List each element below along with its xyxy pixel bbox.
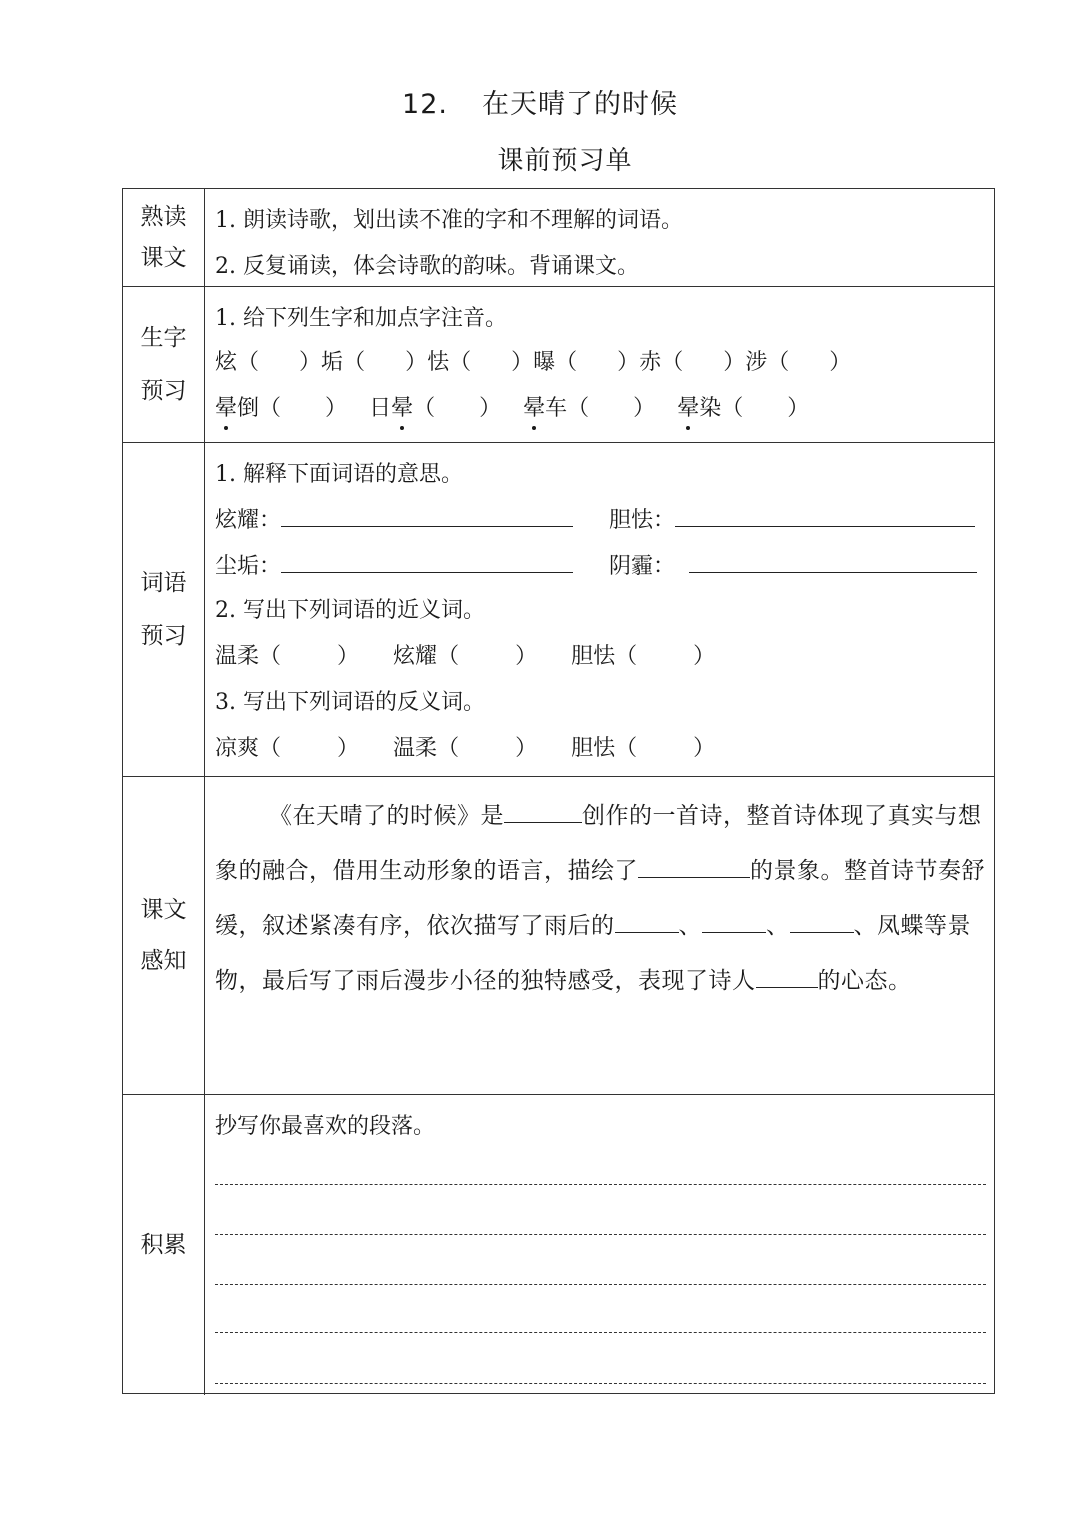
vocab-word: 温柔 bbox=[215, 644, 260, 669]
perception-paragraph bbox=[215, 789, 986, 1009]
characters-instruction: 1. 给下列生字和加点字注音。 bbox=[215, 306, 507, 331]
dotted-word-item: 晕倒（ ） bbox=[215, 396, 347, 421]
char: 涉 bbox=[745, 350, 768, 375]
text-segment: 创作的一首诗，整首诗体现了真实与想象的融合，借用生动形象的语言，描绘了 bbox=[215, 803, 982, 884]
char-item: 赤（ ） bbox=[639, 350, 746, 375]
vocab-question-3: 3. 写出下列词语的反义词。 bbox=[215, 690, 485, 715]
copy-line[interactable] bbox=[215, 1383, 986, 1384]
copy-line[interactable] bbox=[215, 1284, 986, 1285]
row-accumulate bbox=[123, 1095, 994, 1395]
char: 垢 bbox=[321, 350, 344, 375]
copy-line[interactable] bbox=[215, 1332, 986, 1333]
reading-item-1: 1. 朗读诗歌，划出读不准的字和不理解的词语。 bbox=[215, 208, 683, 233]
fill-blank-scenery-1[interactable] bbox=[615, 912, 679, 933]
vocab-question-2: 2. 写出下列词语的近义词。 bbox=[215, 598, 485, 623]
label-line: 词语 bbox=[140, 569, 187, 596]
text-segment: 的景象。整首诗节奏舒缓，叙述紧凑有序，依次描写了雨后的 bbox=[215, 858, 985, 939]
answer-line[interactable] bbox=[281, 552, 573, 573]
dotted-word-item: 晕车（ ） bbox=[523, 396, 655, 421]
antonym-row bbox=[215, 731, 715, 762]
define-word: 胆怯： bbox=[609, 508, 676, 533]
accumulate-instruction: 抄写你最喜欢的段落。 bbox=[215, 1114, 436, 1139]
row-vocab bbox=[123, 443, 994, 777]
char: 炫 bbox=[215, 350, 238, 375]
word-part: 倒 bbox=[237, 396, 260, 421]
answer-line[interactable] bbox=[281, 506, 573, 527]
dotted-char: 晕 bbox=[391, 391, 413, 422]
synonym-row bbox=[215, 639, 715, 670]
character-row-1 bbox=[215, 345, 851, 376]
fill-blank-scene[interactable] bbox=[638, 857, 750, 878]
text-segment: 《在天晴了的时候》是 bbox=[269, 803, 504, 829]
dotted-word-item: 晕染（ ） bbox=[677, 396, 809, 421]
char-item: 垢（ ） bbox=[321, 350, 428, 375]
vocab-word: 炫耀 bbox=[393, 644, 438, 669]
label-line: 课文 bbox=[140, 896, 187, 923]
antonym-item: 温柔（ ） bbox=[393, 736, 538, 761]
synonym-item: 温柔（ ） bbox=[215, 644, 360, 669]
dotted-char: 晕 bbox=[215, 391, 237, 422]
row-label-accumulate bbox=[123, 1095, 205, 1395]
preview-worksheet-table bbox=[122, 188, 995, 1394]
characters-content bbox=[215, 287, 986, 442]
row-reading bbox=[123, 189, 994, 287]
reading-content bbox=[215, 189, 986, 286]
define-item bbox=[215, 503, 573, 534]
dotted-char: 晕 bbox=[523, 391, 545, 422]
perception-content bbox=[215, 777, 986, 1094]
label-line: 预习 bbox=[140, 622, 187, 649]
vocab-word: 胆怯 bbox=[571, 736, 616, 761]
label-line: 生字 bbox=[140, 324, 187, 351]
vocab-word: 凉爽 bbox=[215, 736, 260, 761]
text-segment: 、 bbox=[853, 913, 877, 939]
antonym-item: 凉爽（ ） bbox=[215, 736, 360, 761]
answer-line[interactable] bbox=[689, 552, 977, 573]
label-line: 感知 bbox=[140, 947, 187, 974]
row-label-vocab bbox=[123, 443, 205, 776]
define-item bbox=[215, 549, 573, 580]
text-segment: 的心态。 bbox=[817, 968, 912, 994]
lesson-title-text: 在天晴了的时候 bbox=[481, 89, 678, 120]
label-line: 熟读 bbox=[140, 203, 187, 230]
row-characters bbox=[123, 287, 994, 443]
character-row-2 bbox=[215, 391, 809, 422]
label-line: 课文 bbox=[140, 244, 187, 271]
dotted-word-item: 日晕（ ） bbox=[369, 396, 501, 421]
char-item: 涉（ ） bbox=[745, 350, 852, 375]
label-line: 积累 bbox=[140, 1231, 187, 1258]
define-item bbox=[609, 549, 977, 580]
copy-line[interactable] bbox=[215, 1234, 986, 1235]
vocab-content bbox=[215, 443, 986, 776]
fill-blank-scenery-2[interactable] bbox=[702, 912, 766, 933]
define-word: 尘垢： bbox=[215, 554, 282, 579]
synonym-item: 胆怯（ ） bbox=[571, 644, 716, 669]
define-word: 炫耀： bbox=[215, 508, 282, 533]
define-word: 阴霾： bbox=[609, 554, 676, 579]
lesson-number: 12. bbox=[402, 89, 448, 120]
word-part: 染 bbox=[699, 396, 722, 421]
vocab-question-1: 1. 解释下面词语的意思。 bbox=[215, 462, 463, 487]
row-label-characters bbox=[123, 287, 205, 442]
vocab-word: 温柔 bbox=[393, 736, 438, 761]
char-item: 怯（ ） bbox=[427, 350, 534, 375]
text-segment: 、 bbox=[766, 913, 790, 939]
text-segment: 凤蝶等景物，最后写了雨后漫步小径的独特感受，表现了诗人 bbox=[215, 913, 971, 994]
word-part: 车 bbox=[545, 396, 568, 421]
copy-line[interactable] bbox=[215, 1184, 986, 1185]
row-perception bbox=[123, 777, 994, 1095]
char-item: 炫（ ） bbox=[215, 350, 322, 375]
char: 曝 bbox=[533, 350, 556, 375]
row-label-reading bbox=[123, 189, 205, 286]
worksheet-subtitle: 课前预习单 bbox=[497, 146, 633, 176]
answer-line[interactable] bbox=[675, 506, 975, 527]
vocab-word: 胆怯 bbox=[571, 644, 616, 669]
antonym-item: 胆怯（ ） bbox=[571, 736, 716, 761]
text-segment: 、 bbox=[678, 913, 702, 939]
fill-blank-author[interactable] bbox=[504, 802, 582, 823]
word-part: 日 bbox=[369, 396, 392, 421]
dotted-char: 晕 bbox=[677, 391, 699, 422]
char-item: 曝（ ） bbox=[533, 350, 640, 375]
define-item bbox=[609, 503, 975, 534]
char: 怯 bbox=[427, 350, 450, 375]
reading-item-2: 2. 反复诵读，体会诗歌的韵味。背诵课文。 bbox=[215, 254, 639, 279]
fill-blank-mindset[interactable] bbox=[756, 967, 818, 988]
label-line: 预习 bbox=[140, 377, 187, 404]
row-label-perception bbox=[123, 777, 205, 1094]
synonym-item: 炫耀（ ） bbox=[393, 644, 538, 669]
fill-blank-scenery-3[interactable] bbox=[790, 912, 854, 933]
accumulate-content bbox=[215, 1095, 986, 1395]
lesson-title bbox=[0, 82, 1080, 121]
char: 赤 bbox=[639, 350, 662, 375]
